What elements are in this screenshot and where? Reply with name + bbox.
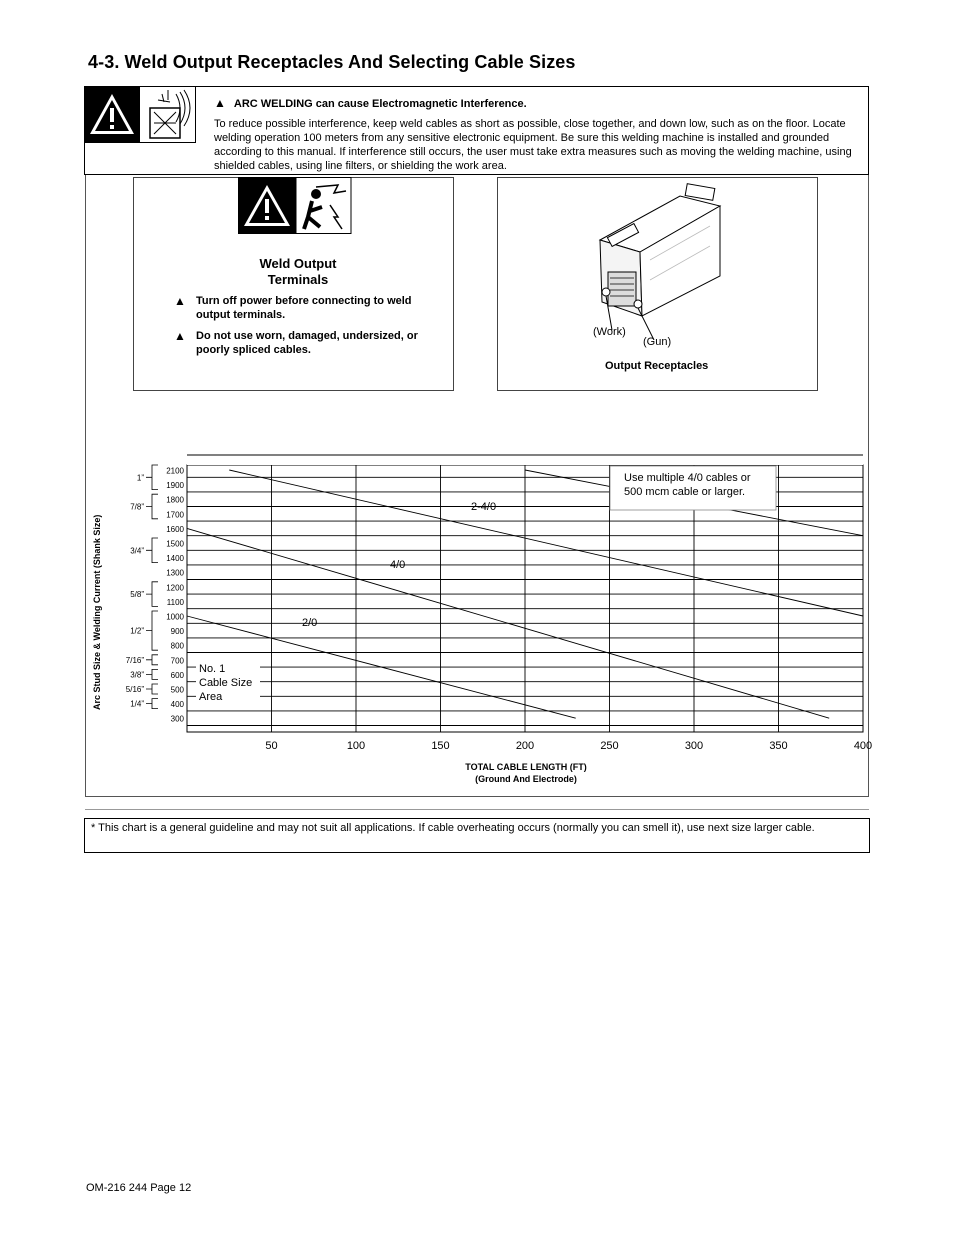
section-title: 4-3. Weld Output Receptacles And Selecting Cable Sizes (88, 52, 576, 72)
chart-x-tick-label: 300 (684, 740, 704, 752)
chart-x-tick-label: 250 (600, 740, 619, 752)
stud-size-bracket (146, 494, 158, 519)
work-receptacle-label: (Work) (593, 326, 626, 338)
warning-triangle-icon: ▲ (174, 294, 186, 308)
chart-y-tick-label: 2100 (166, 466, 184, 476)
chart-note: * This chart is a general guideline and may not suit all applications. If cable overheating occurs (normally you can smell it), use next size larger cable. (84, 818, 870, 853)
chart-x-tick-label: 400 (853, 740, 873, 752)
chart-y-tick-label: 700 (170, 656, 184, 666)
stud-size-label: 5/8” (130, 590, 144, 600)
terminals-title-line1: Weld Output (259, 256, 337, 271)
no1-label-line1: No. 1 (199, 663, 226, 675)
no1-label-line3: Area (199, 691, 223, 703)
chart-y-tick-label: 1500 (166, 539, 184, 549)
stud-size-label: 3/4” (130, 546, 144, 556)
chart-y-ticks (166, 467, 184, 724)
chart-y-tick-label: 900 (170, 627, 184, 637)
stud-size-bracket (146, 611, 158, 650)
stud-size-bracket (146, 582, 158, 607)
chart-x-tick-label: 50 (265, 740, 278, 752)
terminal-warning-text: Turn off power before connecting to weld output terminals. (196, 295, 412, 321)
series-label-2-0: 2/0 (302, 617, 318, 629)
chart-y-tick-label: 800 (170, 641, 184, 651)
chart-y-tick-label: 1100 (166, 597, 184, 607)
warning-triangle-icon: ▲ (174, 329, 186, 343)
stud-size-bracket (146, 538, 158, 563)
chart-y-tick-label: 1700 (166, 510, 184, 520)
stud-size-label: 5/16” (125, 685, 144, 694)
chart-y-tick-label: 500 (170, 685, 184, 695)
chart-y-tick-label: 300 (170, 714, 184, 724)
emi-warning-body: To reduce possible interference, keep weld cables as short as possible, close together, and down low, such as on the floor. Locate welding operation 100 meters from any sensitive electronic equipment. Be sure this welding machine is installed and grounded according to this manual. If interference still occurs, the user must take extra measures such as moving the welding machine, using shielded cables, using line filters, or shielding the work area. (214, 118, 852, 172)
stud-size-label: 7/16” (125, 655, 144, 665)
chart-y-tick-label: 1000 (166, 612, 184, 622)
chart-y-tick-label: 1600 (166, 524, 184, 534)
output-receptacles-caption: Output Receptacles (605, 360, 709, 372)
chart-x-tick-label: 200 (515, 740, 535, 752)
chart-y-tick-label: 1900 (166, 481, 184, 491)
chart-y-tick-label: 1800 (166, 495, 184, 505)
page-footer: OM-216 244 Page 12 (86, 1182, 192, 1194)
multi-annotation-line1: Use multiple 4/0 cables or (624, 472, 751, 484)
chart-y-tick-label: 1400 (166, 554, 184, 564)
chart-x-ticks (265, 740, 872, 752)
chart-x-tick-label: 350 (769, 740, 788, 752)
stud-size-label: 7/8” (130, 502, 144, 512)
chart-x-axis-label-line1: TOTAL CABLE LENGTH (FT) (465, 762, 587, 772)
stud-size-bracket (146, 684, 158, 694)
no1-label-line2: Cable Size (199, 677, 253, 689)
stud-size-bracket (146, 655, 158, 665)
stud-size-label: 1/2” (130, 626, 144, 636)
chart-x-tick-label: 100 (346, 740, 366, 752)
chart-x-tick-label: 150 (431, 740, 450, 752)
stud-size-label: 1” (136, 473, 144, 483)
chart-y-tick-label: 600 (170, 670, 184, 680)
series-label-2-4-0: 2-4/0 (471, 501, 497, 513)
chart-y-axis-label: Arc Stud Size & Welding Current (Shank Size) (92, 514, 102, 710)
chart-y-tick-label: 1300 (166, 568, 184, 578)
stud-size-label: 1/4” (130, 699, 144, 709)
terminal-warning-text: Do not use worn, damaged, undersized, or poorly spliced cables. (196, 330, 418, 356)
chart-y-tick-label: 1200 (166, 583, 184, 593)
stud-size-bracket (146, 699, 158, 709)
stud-size-label: 3/8” (130, 670, 144, 680)
stud-size-bracket (146, 465, 158, 490)
chart-x-axis-label-line2: (Ground And Electrode) (475, 774, 577, 784)
multi-annotation-line2: 500 mcm cable or larger. (624, 486, 746, 498)
chart-stud-sizes (126, 465, 158, 709)
stud-size-bracket (146, 669, 158, 679)
section-separator (85, 809, 869, 810)
chart-y-tick-label: 400 (170, 700, 184, 710)
emi-heading-text: ARC WELDING can cause Electromagnetic Interference. (233, 98, 527, 110)
warning-triangle-icon: ▲ (214, 96, 226, 110)
gun-receptacle-label: (Gun) (643, 336, 672, 348)
series-label-4-0: 4/0 (390, 559, 406, 571)
terminals-title-line2: Terminals (267, 272, 329, 287)
